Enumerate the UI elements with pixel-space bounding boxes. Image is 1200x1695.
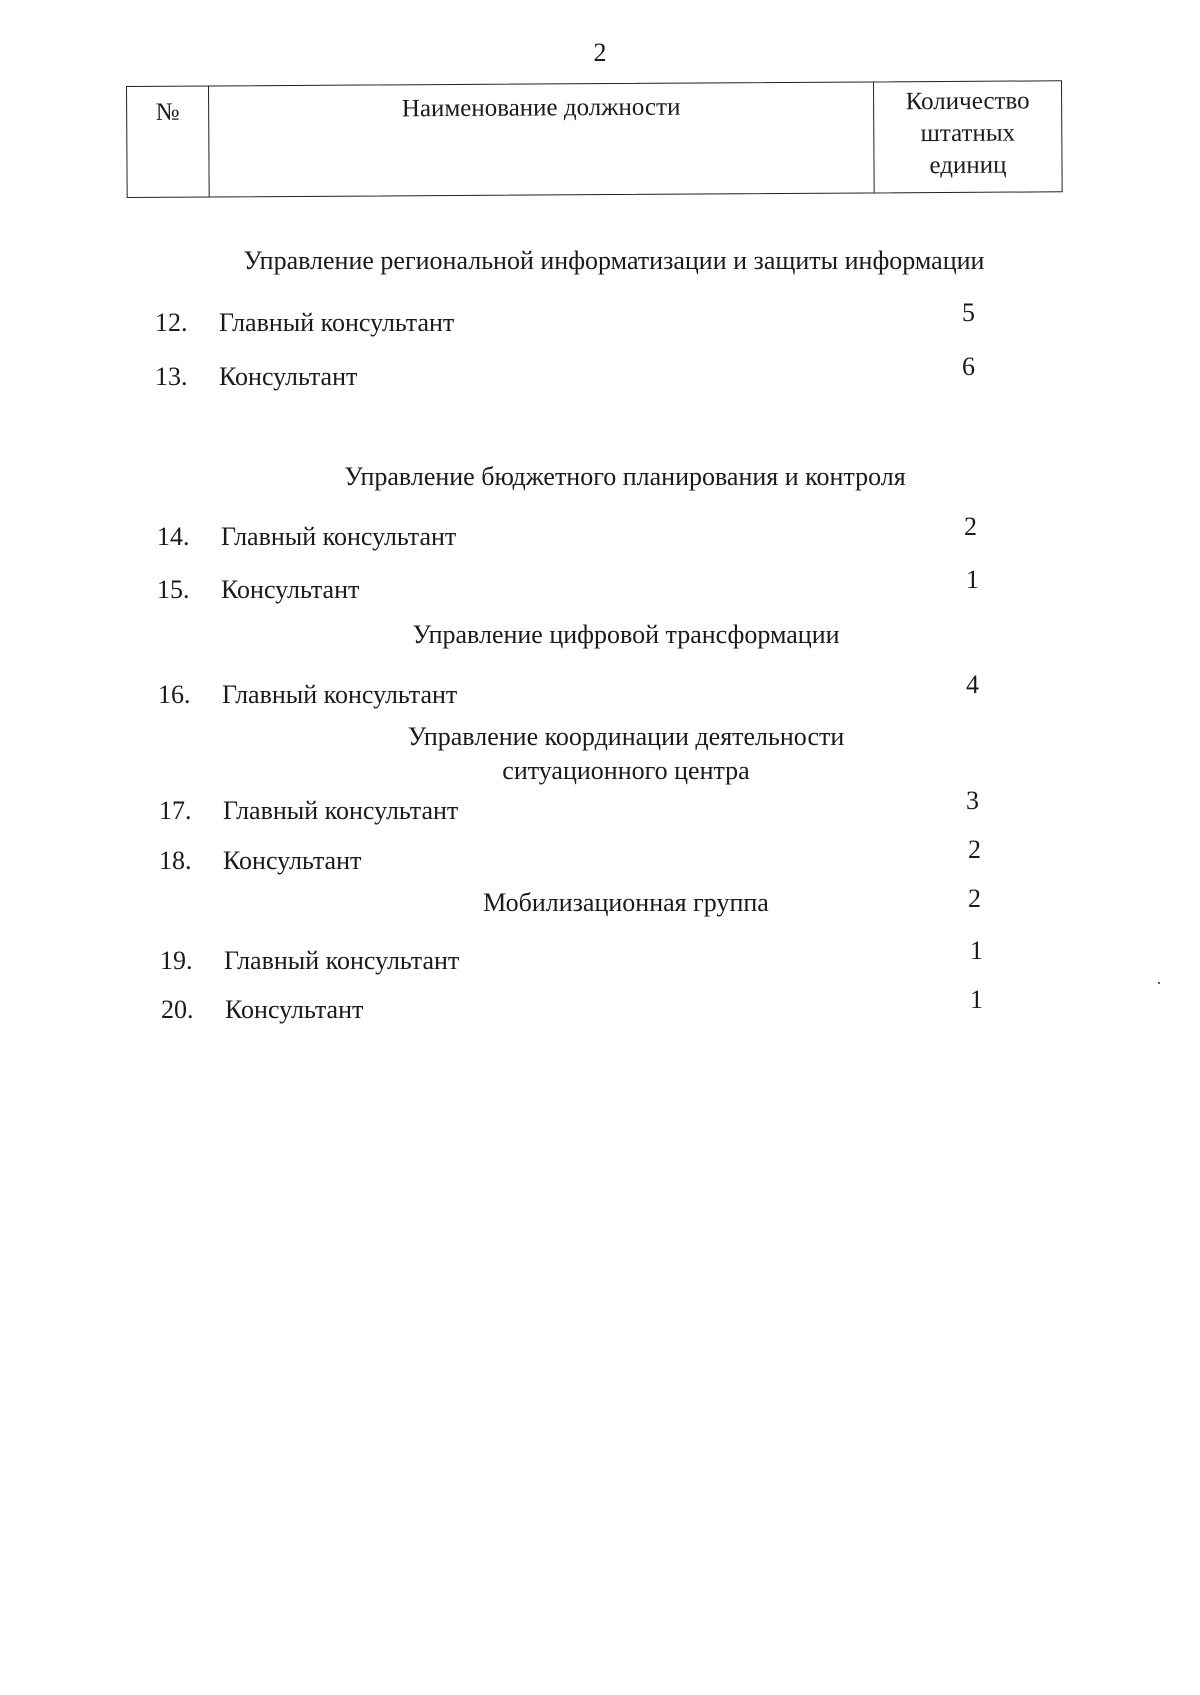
- row-number: 13.: [155, 362, 188, 391]
- row-position-name: Главный консультант: [222, 680, 458, 709]
- row-number: 19.: [160, 946, 193, 975]
- page-number: 2: [593, 38, 607, 67]
- row-number: 14.: [157, 522, 190, 551]
- section-quantity: 2: [968, 884, 981, 913]
- header-col-number: №: [127, 86, 210, 196]
- row-quantity: 6: [962, 352, 975, 381]
- row-position-name: Главный консультант: [224, 946, 460, 975]
- row-quantity: 1: [970, 936, 983, 965]
- row-quantity: 2: [968, 835, 981, 864]
- row-position-name: Консультант: [223, 846, 362, 875]
- row-quantity: 5: [962, 298, 975, 327]
- row-position-name: Консультант: [219, 362, 358, 391]
- header-qty-line1: Количество: [905, 87, 1030, 116]
- row-quantity: 2: [964, 512, 977, 541]
- row-quantity: 3: [966, 786, 979, 815]
- row-quantity: 1: [966, 565, 979, 594]
- section-title: Управление бюджетного планирования и контроля: [344, 462, 906, 491]
- section-title: ситуационного центра: [502, 756, 750, 785]
- row-position-name: Консультант: [221, 575, 360, 604]
- row-quantity: 4: [966, 670, 979, 699]
- table-header: [126, 80, 1063, 198]
- header-qty-line3: единиц: [929, 151, 1007, 180]
- row-number: 16.: [158, 680, 191, 709]
- scan-speck: [1158, 982, 1160, 984]
- row-number: 15.: [157, 575, 190, 604]
- row-number: 12.: [155, 308, 188, 337]
- row-position-name: Консультант: [225, 995, 364, 1024]
- header-col-position-name: Наименование должности: [209, 82, 875, 196]
- row-number: 17.: [159, 796, 192, 825]
- section-title: Управление цифровой трансформации: [412, 620, 840, 649]
- section-title: Мобилизационная группа: [483, 888, 769, 917]
- section-title: Управление координации деятельности: [407, 722, 845, 751]
- row-number: 18.: [159, 846, 192, 875]
- row-number: 20.: [161, 995, 194, 1024]
- row-quantity: 1: [970, 985, 983, 1014]
- header-qty-line2: штатных: [920, 119, 1016, 148]
- row-position-name: Главный консультант: [223, 796, 459, 825]
- header-col-quantity: [874, 81, 1062, 192]
- row-position-name: Главный консультант: [221, 522, 457, 551]
- section-title: Управление региональной информатизации и защиты информации: [243, 246, 985, 275]
- row-position-name: Главный консультант: [219, 308, 455, 337]
